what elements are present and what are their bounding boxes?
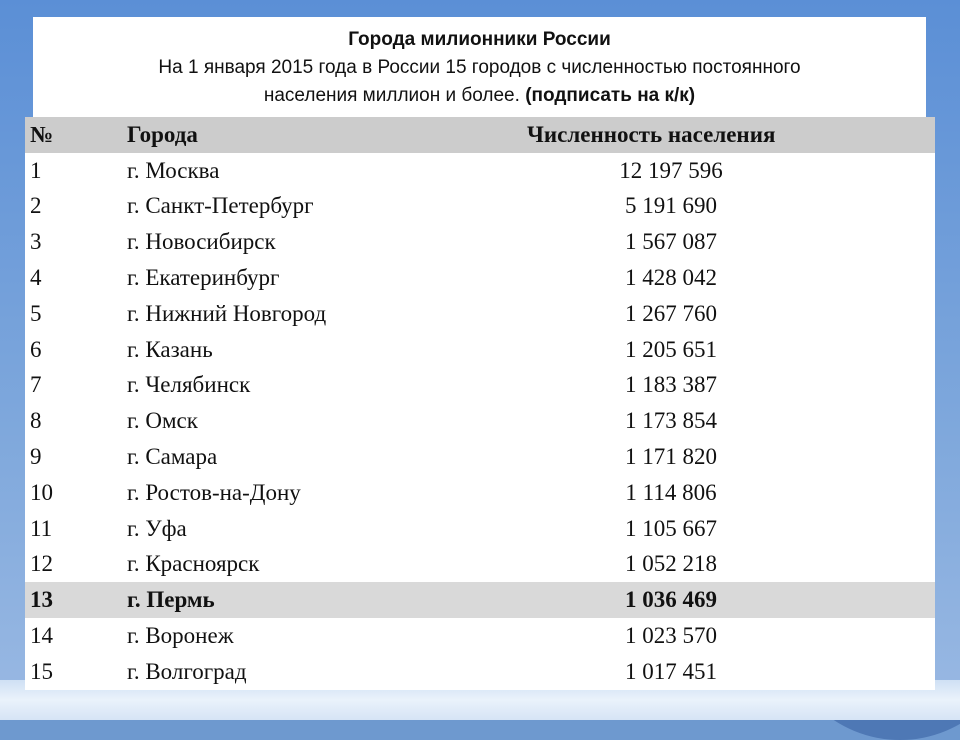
row-number: 13 bbox=[25, 582, 127, 618]
row-city: г. Уфа bbox=[127, 515, 187, 541]
row-number: 12 bbox=[30, 551, 53, 577]
row-city: г. Пермь bbox=[127, 582, 527, 618]
slide-header bbox=[33, 26, 926, 110]
row-number: 14 bbox=[30, 623, 53, 649]
row-city: г. Омск bbox=[127, 408, 198, 434]
table-row bbox=[25, 332, 935, 368]
table-row bbox=[25, 224, 935, 260]
row-city: г. Самара bbox=[127, 444, 218, 470]
row-population: 1 267 760 bbox=[625, 300, 717, 326]
row-number: 11 bbox=[30, 515, 53, 541]
row-city: г. Челябинск bbox=[127, 372, 251, 398]
row-population: 1 567 087 bbox=[625, 229, 717, 255]
row-number: 15 bbox=[30, 658, 53, 684]
column-header-city: Города bbox=[127, 117, 527, 153]
row-city: г. Волгоград bbox=[127, 658, 247, 684]
table-row bbox=[25, 475, 935, 511]
row-number: 6 bbox=[30, 336, 42, 362]
row-city: г. Красноярск bbox=[127, 551, 260, 577]
row-number: 1 bbox=[30, 157, 42, 183]
row-city: г. Санкт-Петербург bbox=[127, 193, 314, 219]
row-number: 8 bbox=[30, 408, 42, 434]
row-population: 1 114 806 bbox=[625, 479, 717, 505]
row-population: 5 191 690 bbox=[625, 193, 717, 219]
table-row bbox=[25, 296, 935, 332]
table-row bbox=[25, 368, 935, 404]
table-row bbox=[25, 582, 935, 618]
row-city: г. Москва bbox=[127, 157, 220, 183]
slide-title: Города милионники России bbox=[348, 29, 611, 50]
row-city: г. Екатеринбург bbox=[127, 265, 280, 291]
row-population: 1 036 469 bbox=[527, 582, 935, 618]
table-header-row bbox=[25, 117, 935, 153]
row-population: 1 428 042 bbox=[625, 265, 717, 291]
row-number: 7 bbox=[30, 372, 42, 398]
row-population: 1 205 651 bbox=[625, 336, 717, 362]
table-row bbox=[25, 511, 935, 547]
column-header-population: Численность населения bbox=[527, 117, 935, 153]
table-row bbox=[25, 153, 935, 189]
row-city: г. Казань bbox=[127, 336, 213, 362]
subtitle-note: (подписать на к/к) bbox=[525, 85, 696, 106]
table-row bbox=[25, 618, 935, 654]
row-city: г. Ростов-на-Дону bbox=[127, 479, 301, 505]
row-population: 1 052 218 bbox=[625, 551, 717, 577]
table-row bbox=[25, 403, 935, 439]
row-city: г. Новосибирск bbox=[127, 229, 276, 255]
row-number: 4 bbox=[30, 265, 42, 291]
cities-table bbox=[25, 117, 935, 690]
row-population: 1 183 387 bbox=[625, 372, 717, 398]
table-row bbox=[25, 654, 935, 690]
row-population: 12 197 596 bbox=[619, 157, 723, 183]
table-row bbox=[25, 439, 935, 475]
row-number: 5 bbox=[30, 300, 42, 326]
row-number: 10 bbox=[30, 479, 53, 505]
table-row bbox=[25, 260, 935, 296]
row-population: 1 105 667 bbox=[625, 515, 717, 541]
row-population: 1 023 570 bbox=[625, 623, 717, 649]
row-city: г. Нижний Новгород bbox=[127, 300, 327, 326]
row-population: 1 017 451 bbox=[625, 658, 717, 684]
subtitle-text: населения миллион и более. bbox=[263, 85, 520, 106]
slide-subtitle-line2 bbox=[33, 82, 926, 110]
row-number: 9 bbox=[30, 444, 42, 470]
column-header-number: № bbox=[25, 117, 127, 153]
row-city: г. Воронеж bbox=[127, 623, 234, 649]
row-population: 1 171 820 bbox=[625, 444, 717, 470]
row-number: 3 bbox=[30, 229, 42, 255]
table-row bbox=[25, 547, 935, 583]
table-body bbox=[25, 153, 935, 690]
slide-subtitle-line1: На 1 января 2015 года в России 15 городов с численностью постоянного bbox=[158, 57, 801, 78]
row-population: 1 173 854 bbox=[625, 408, 717, 434]
table-row bbox=[25, 189, 935, 225]
row-number: 2 bbox=[30, 193, 42, 219]
